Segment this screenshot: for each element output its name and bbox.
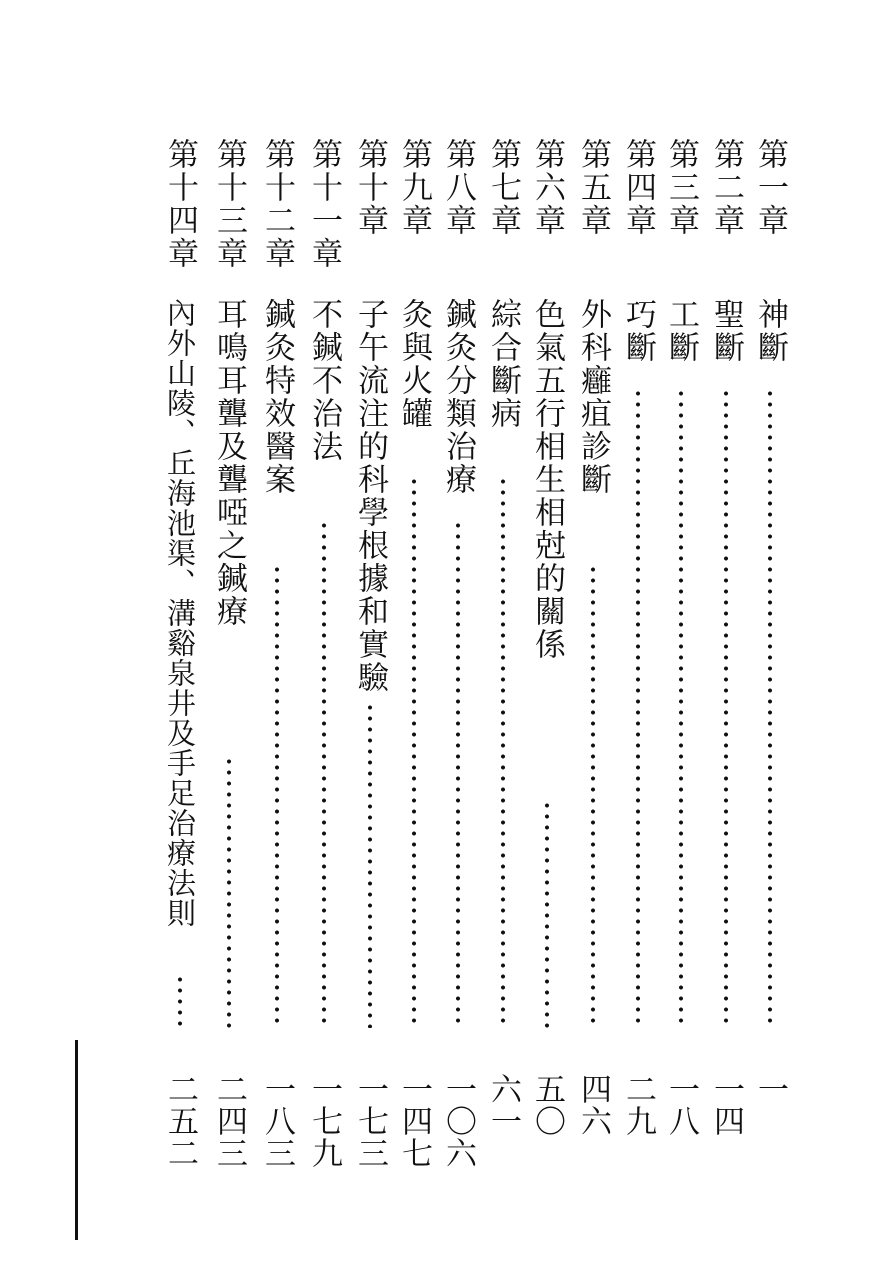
dot-leader [321,520,327,1028]
page-number: 一八三 [259,1073,295,1169]
dot-leader [226,756,232,1028]
chapter-number: 第九章 [396,138,432,237]
chapter-number: 第四章 [620,138,656,237]
dot-leader [544,800,550,1028]
chapter-title: 聖斷 [708,298,744,364]
page-number: 六一 [485,1073,521,1137]
toc-entry [348,138,392,1178]
dot-leader [455,520,461,1028]
page-number: 一〇六 [440,1073,476,1169]
toc-entry [616,138,660,1178]
chapter-number: 第六章 [529,138,565,237]
chapter-number: 第十二章 [259,138,295,270]
page-number: 一七九 [306,1073,342,1169]
toc-entry [436,138,480,1178]
chapter-title: 工斷 [663,298,699,364]
chapter-title: 灸與火罐 [396,298,432,430]
page-number: 一八 [663,1073,699,1137]
toc-entry [481,138,525,1178]
toc-entry [158,138,202,1178]
chapter-title: 神斷 [752,298,788,364]
dot-leader [500,476,506,1028]
chapter-title: 色氣五行相生相尅的關係 [529,298,565,661]
page-binding-line [75,1040,78,1240]
page-number: 五〇 [529,1073,565,1137]
chapter-title: 耳鳴耳聾及聾啞之鍼療 [211,298,247,628]
dot-leader [678,388,684,1028]
toc-entry [255,138,299,1178]
page-number: 一七三 [352,1073,388,1169]
toc-entry [571,138,615,1178]
chapter-title: 鍼灸特效醫案 [259,298,295,496]
toc-entry [302,138,346,1178]
dot-leader [767,388,773,1028]
page-number: 一 [752,1073,788,1105]
chapter-number: 第五章 [575,138,611,237]
chapter-number: 第十一章 [306,138,342,270]
chapter-number: 第三章 [663,138,699,237]
chapter-title: 綜合斷病 [485,298,521,430]
chapter-number: 第二章 [708,138,744,237]
chapter-title: 不鍼不治法 [306,298,342,463]
chapter-number: 第一章 [752,138,788,237]
chapter-title: 巧斷 [620,298,656,364]
chapter-number: 第十章 [352,138,388,237]
dot-leader [411,476,417,1028]
dot-leader [723,388,729,1028]
chapter-number: 第十四章 [162,138,198,270]
dot-leader [367,702,373,1028]
chapter-title: 內外山陵、丘海池渠、溝谿泉井及手足治療法則 [163,298,197,928]
page-number: 一四 [708,1073,744,1137]
chapter-title: 鍼灸分類治療 [440,298,476,496]
chapter-title: 子午流注的科學根據和實驗 [352,298,388,694]
dot-leader [590,564,596,1028]
dot-leader [635,388,641,1028]
page-number: 二九 [620,1073,656,1137]
toc-entry [748,138,792,1178]
page-number: 二四三 [211,1073,247,1169]
toc-entry [207,138,251,1178]
dot-leader [274,564,280,1028]
page-number: 二五二 [162,1073,198,1169]
chapter-title: 外科癰疽診斷 [575,298,611,496]
toc-entry [525,138,569,1178]
page-number: 一四七 [396,1073,432,1169]
toc-entry [659,138,703,1178]
page-number: 四六 [575,1073,611,1137]
dot-leader [177,974,183,1028]
toc-entry [704,138,748,1178]
chapter-number: 第十三章 [211,138,247,270]
chapter-number: 第八章 [440,138,476,237]
chapter-number: 第七章 [485,138,521,237]
toc-entry [392,138,436,1178]
